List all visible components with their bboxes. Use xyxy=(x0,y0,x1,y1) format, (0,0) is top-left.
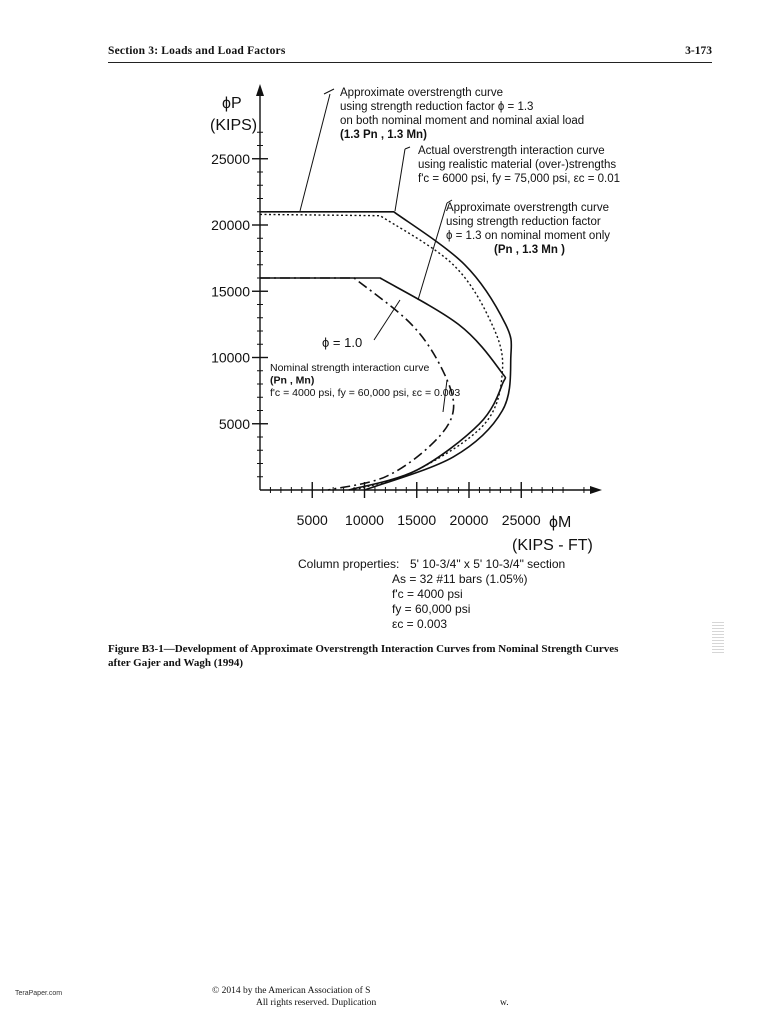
footer-copyright: © 2014 by the American Association of S xyxy=(212,986,371,996)
leader-line-2 xyxy=(395,149,405,211)
y-tick-label: 20000 xyxy=(211,217,250,233)
y-axis-arrow xyxy=(256,84,264,96)
leader-line-1 xyxy=(300,94,330,211)
leader-line-3 xyxy=(418,203,447,300)
y-tick-label: 5000 xyxy=(218,415,250,432)
annotation-1-line-3: on both nominal moment and nominal axial load xyxy=(340,115,585,127)
caption-line-2: after Gajer and Wagh (1994) xyxy=(108,657,244,669)
annotation-3-line-1: Approximate overstrength curve xyxy=(446,202,609,214)
labels xyxy=(210,87,620,631)
x-axis-symbol: ϕM xyxy=(549,514,572,531)
footer-tail: w. xyxy=(500,998,509,1008)
annotation-5-line-2: (Pn , Mn) xyxy=(270,374,315,387)
annotation-2-line-2: using realistic material (over-)strengths xyxy=(418,159,617,171)
footer-site: TeraPaper.com xyxy=(15,990,63,997)
column-property-line-2: As = 32 #11 bars (1.05%) xyxy=(392,572,528,586)
annotation-1-line-1: Approximate overstrength curve xyxy=(340,87,503,99)
curves xyxy=(260,212,511,490)
x-tick-label: 15000 xyxy=(397,512,437,528)
annotation-3-line-2: using strength reduction factor xyxy=(446,216,601,228)
x-tick-label: 5000 xyxy=(296,512,328,528)
leader-line-4 xyxy=(374,300,400,340)
leader-hook-2 xyxy=(405,147,410,149)
y-tick-label: 15000 xyxy=(211,283,250,300)
annotation-3-line-3: ϕ = 1.3 on nominal moment only xyxy=(446,230,611,242)
annotation-1-line-2: using strength reduction factor ϕ = 1.3 xyxy=(340,101,534,113)
annotation-4-line-1: ϕ = 1.0 xyxy=(322,335,363,350)
y-axis-unit: (KIPS) xyxy=(210,117,258,134)
column-property-line-4: fy = 60,000 psi xyxy=(392,602,471,616)
leader-hook-1 xyxy=(324,89,334,94)
page-number: 3-173 xyxy=(685,45,712,57)
annotation-2-line-3: f'c = 6000 psi, fy = 75,000 psi, εc = 0.01 xyxy=(418,173,620,185)
column-properties-label: Column properties: xyxy=(298,557,400,571)
x-tick-label: 10000 xyxy=(345,512,384,528)
margin-watermark xyxy=(712,622,724,654)
annotation-5-line-1: Nominal strength interaction curve xyxy=(270,362,430,374)
footer-rights: All rights reserved. Duplication xyxy=(256,998,377,1008)
x-axis-arrow xyxy=(590,486,602,494)
x-tick-label: 20000 xyxy=(449,512,489,528)
y-tick-label: 10000 xyxy=(211,349,250,366)
column-property-line-1: 5' 10-3/4" x 5' 10-3/4" section xyxy=(410,557,566,571)
annotation-3-line-4: (Pn , 1.3 Mn ) xyxy=(494,244,565,256)
x-tick-label: 25000 xyxy=(501,512,541,528)
annotation-2-line-1: Actual overstrength interaction curve xyxy=(418,145,605,157)
x-axis-unit: (KIPS - FT) xyxy=(512,537,593,554)
annotation-5-line-3: f'c = 4000 psi, fy = 60,000 psi, εc = 0.003 xyxy=(270,387,461,399)
caption-line-1: Figure B3-1—Development of Approximate Overstrength Interaction Curves from Nominal Strength Curves xyxy=(108,643,619,655)
column-property-line-5: εc = 0.003 xyxy=(392,617,448,631)
figure-caption xyxy=(108,642,648,670)
y-axis-symbol: ϕP xyxy=(222,95,242,112)
curve-1-solid xyxy=(260,212,511,490)
annotation-1-line-4: (1.3 Pn , 1.3 Mn) xyxy=(340,129,427,141)
column-property-line-3: f'c = 4000 psi xyxy=(392,587,463,601)
section-title: Section 3: Loads and Load Factors xyxy=(108,45,286,57)
y-tick-label: 25000 xyxy=(211,150,250,167)
